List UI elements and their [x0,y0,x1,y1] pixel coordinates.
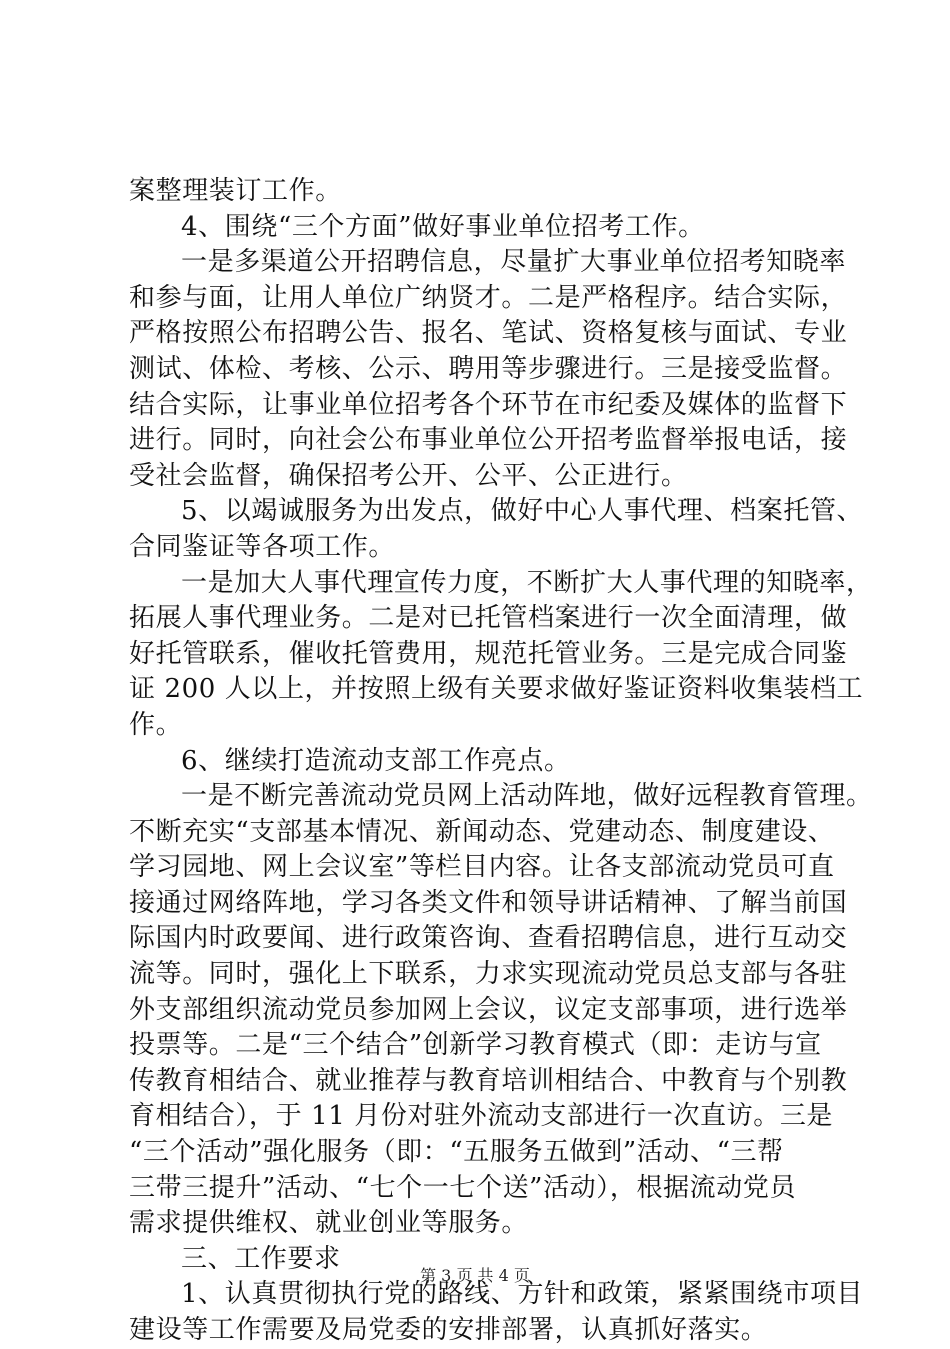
document-body [129,174,873,1349]
text-line: 一是加大人事代理宣传力度，不断扩大人事代理的知晓率， [181,567,873,598]
text-line: 6、继续打造流动支部工作亮点。 [181,745,571,776]
text-line: 作。 [129,709,183,740]
text-line: 1、认真贯彻执行党的路线、方针和政策，紧紧围绕市项目 [181,1279,864,1310]
text-line: 三带三提升”活动、“七个一七个送”活动），根据流动党员 [129,1172,797,1203]
text-line: 好托管联系，催收托管费用，规范托管业务。三是完成合同鉴 [129,638,848,669]
text-line: 接通过网络阵地，学习各类文件和领导讲话精神、了解当前国 [129,887,848,918]
text-line: 外支部组织流动党员参加网上会议，议定支部事项，进行选举 [129,994,848,1025]
text-line: 需求提供维权、就业创业等服务。 [129,1208,529,1239]
text-line: 证 200 人以上，并按照上级有关要求做好鉴证资料收集装档工 [129,674,864,705]
text-line: 结合实际，让事业单位招考各个环节在市纪委及媒体的监督下 [129,389,848,420]
text-line: 流等。同时，强化上下联系，力求实现流动党员总支部与各驻 [129,959,848,990]
text-line: 建设等工作需要及局党委的安排部署，认真抓好落实。 [129,1315,768,1345]
text-line: 案整理装订工作。 [129,176,342,206]
text-line: 育相结合），于 11 月份对驻外流动支部进行一次直访。三是 [129,1101,834,1132]
text-line: 一是多渠道公开招聘信息，尽量扩大事业单位招考知晓率 [181,247,847,278]
text-line: 一是不断完善流动党员网上活动阵地，做好远程教育管理。 [181,781,873,812]
text-line: 三、工作要求 [181,1243,341,1274]
text-line: 传教育相结合、就业推荐与教育培训相结合、中教育与个别教 [129,1065,848,1096]
text-line: “三个活动”强化服务（即：“五服务五做到”活动、“三帮 [129,1137,784,1168]
text-line: 学习园地、网上会议室”等栏目内容。让各支部流动党员可直 [129,852,835,883]
text-line: 5、以竭诚服务为出发点，做好中心人事代理、档案托管、 [181,496,864,527]
text-line: 进行。同时，向社会公布事业单位公开招考监督举报电话，接 [129,425,848,456]
text-line: 不断充实“支部基本情况、新闻动态、党建动态、制度建设、 [129,816,835,847]
text-line: 测试、体检、考核、公示、聘用等步骤进行。三是接受监督。 [129,353,848,384]
text-line: 际国内时政要闻、进行政策咨询、查看招聘信息，进行互动交 [129,923,848,954]
text-line: 拓展人事代理业务。二是对已托管档案进行一次全面清理，做 [129,603,848,634]
text-line: 受社会监督，确保招考公开、公平、公正进行。 [129,460,688,491]
text-line: 和参与面，让用人单位广纳贤才。二是严格程序。结合实际， [129,282,848,313]
text-line: 投票等。二是“三个结合”创新学习教育模式（即：走访与宣 [129,1030,822,1061]
text-line: 严格按照公布招聘公告、报名、笔试、资格复核与面试、专业 [129,318,848,349]
text-line: 4、围绕“三个方面”做好事业单位招考工作。 [181,211,705,242]
page-footer: 第 3 页 共 4 页 [420,1266,530,1285]
text-line: 合同鉴证等各项工作。 [129,531,396,562]
